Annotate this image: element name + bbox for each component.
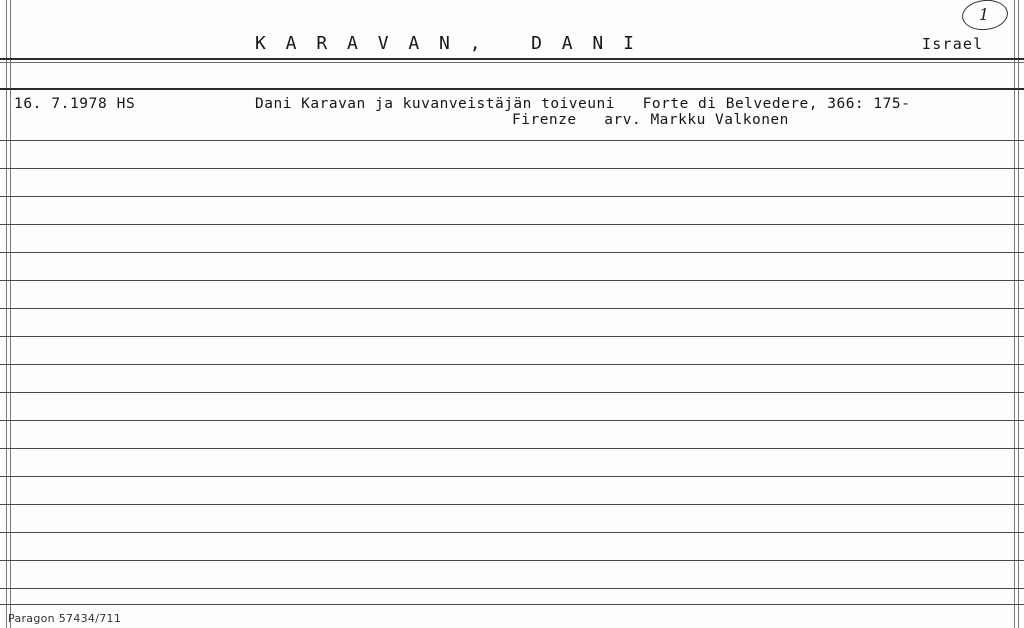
rule-line [0, 476, 1024, 477]
left-margin-rule-outer [6, 0, 7, 628]
rule-heavy-top [0, 58, 1024, 60]
rule-line-footer [0, 604, 1024, 605]
rule-line [0, 504, 1024, 505]
rule-line [0, 168, 1024, 169]
rule-line [0, 252, 1024, 253]
rule-line [0, 448, 1024, 449]
entry-date: 16. 7.1978 HS [14, 96, 136, 112]
rule-line [0, 140, 1024, 141]
rule-line [0, 224, 1024, 225]
left-margin-rule-inner [10, 0, 11, 628]
form-code: Paragon 57434/711 [8, 612, 122, 625]
right-margin-rule-inner [1014, 0, 1015, 628]
page-title: K A R A V A N , D A N I [255, 33, 639, 54]
page-number: 1 [978, 5, 990, 24]
rule-line [0, 308, 1024, 309]
right-margin-rule-outer [1018, 0, 1019, 628]
rule-line [0, 588, 1024, 589]
rule-line [0, 336, 1024, 337]
rule-line [0, 280, 1024, 281]
entry-title-line: Dani Karavan ja kuvanveistäjän toiveuni Forte di Belvedere, 366: 175- [255, 96, 911, 112]
entry-detail-line: Firenze arv. Markku Valkonen [512, 112, 789, 128]
rule-line [0, 532, 1024, 533]
country-label: Israel [922, 35, 984, 53]
rule-line [0, 392, 1024, 393]
rule-line [0, 196, 1024, 197]
rule-heavy-second [0, 88, 1024, 90]
rule-line [0, 364, 1024, 365]
rule-line [0, 560, 1024, 561]
rule-sub-top [0, 62, 1024, 63]
rule-line [0, 420, 1024, 421]
